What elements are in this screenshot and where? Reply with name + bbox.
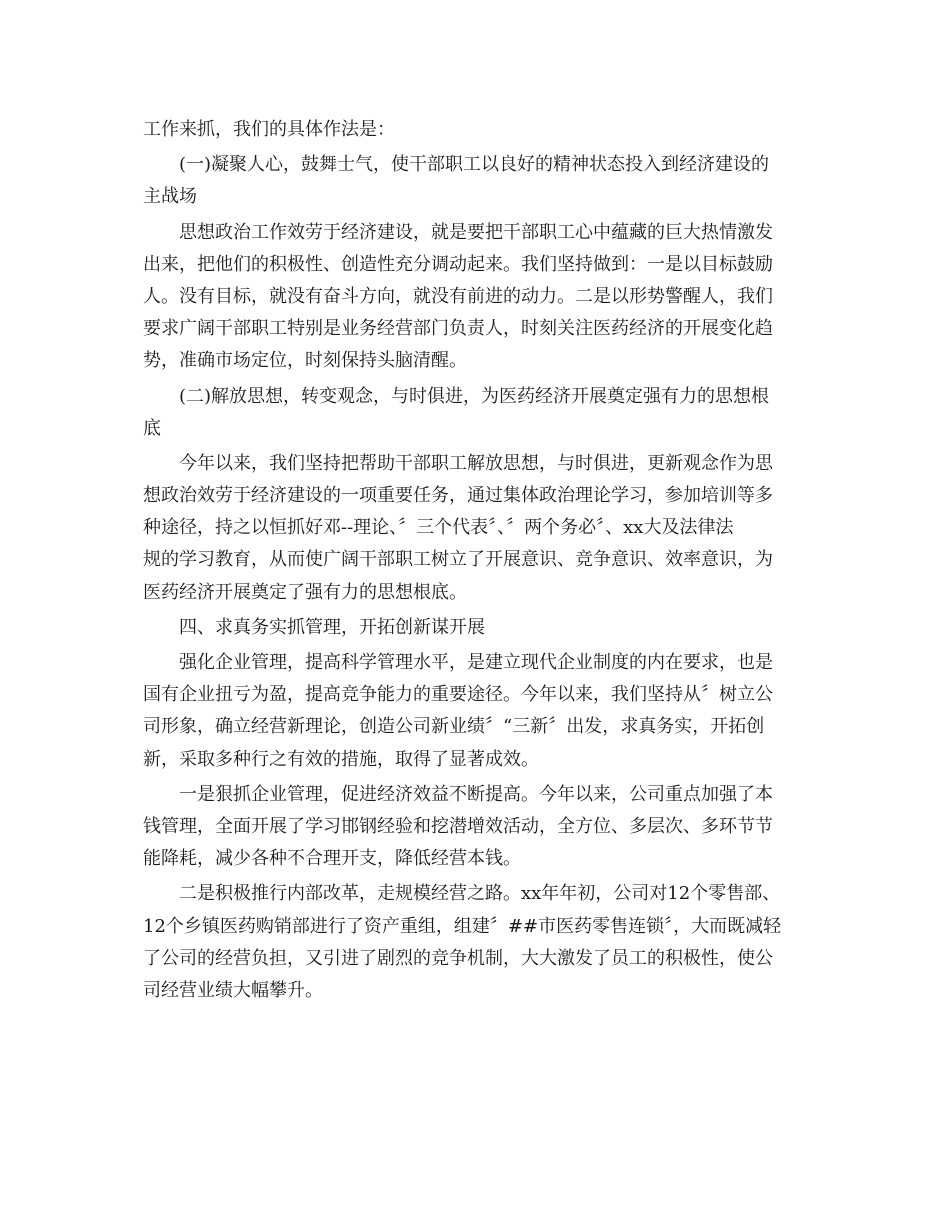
text-line: 司经营业绩大幅攀升。 (143, 979, 323, 1001)
text-line: 今年以来，我们坚持把帮助干部职工解放思想，与时俱进，更新观念作为思 (179, 452, 773, 474)
text-line: 12个乡镇医药购销部进行了资产重组，组建〞##市医药零售连锁〞，大而既减轻 (143, 915, 782, 937)
text-line: 要求广阔干部职工特别是业务经营部门负责人，时刻关注医药经济的开展变化趋 (143, 318, 773, 340)
text-line: (一)凝聚人心，鼓舞士气，使干部职工以良好的精神状态投入到经济建设的 (179, 154, 770, 176)
text-line: 底 (143, 417, 161, 439)
text-line: 规的学习教育，从而使广阔干部职工树立了开展意识、竞争意识、效率意识，为 (143, 549, 773, 571)
paragraph (143, 779, 803, 876)
text-line: 能降耗，减少各种不合理开支，降低经营本钱。 (143, 848, 521, 870)
text-line: 钱管理，全面开展了学习邯钢经验和挖潜增效活动，全方位、多层次、多环节节 (143, 815, 773, 837)
text-line: 人。没有目标，就没有奋斗方向，就没有前进的动力。二是以形势警醒人，我们 (143, 285, 773, 307)
paragraph (143, 114, 803, 146)
text-line: 思想政治工作效劳于经济建设，就是要把干部职工心中蕴藏的巨大热情激发 (179, 221, 773, 243)
text-line: 国有企业扭亏为盈，提高竞争能力的重要途径。今年以来，我们坚持从〞树立公 (143, 684, 773, 706)
text-line: 想政治效劳于经济建设的一项重要任务，通过集体政治理论学习，参加培训等多 (143, 485, 773, 507)
paragraph (143, 647, 803, 776)
text-line: (二)解放思想，转变观念，与时俱进，为医药经济开展奠定强有力的思想根 (179, 385, 770, 407)
text-line: 二是积极推行内部改革，走规模经营之路。xx年年初，公司对12个零售部、 (179, 883, 781, 905)
paragraph (143, 448, 803, 609)
paragraph (143, 217, 803, 378)
text-line: 新，采取多种行之有效的措施，取得了显著成效。 (143, 748, 539, 770)
text-line: 司形象，确立经营新理论，创造公司新业绩〞“三新〞出发，求真务实，开拓创 (143, 716, 765, 738)
paragraph (143, 878, 803, 1007)
paragraph (143, 149, 803, 213)
text-line: 主战场 (143, 186, 197, 208)
text-line: 工作来抓，我们的具体作法是： (143, 119, 395, 140)
text-line: 了公司的经营负担，又引进了剧烈的竞争机制，大大激发了员工的积极性，使公 (143, 947, 773, 969)
text-line: 种途径，持之以恒抓好邓--理论、〞三个代表〞、〞两个务必〞、xx大及法律法 (143, 517, 734, 539)
text-line: 强化企业管理，提高科学管理水平，是建立现代企业制度的内在要求，也是 (179, 652, 773, 673)
text-line: 四、求真务实抓管理，开拓创新谋开展 (179, 616, 485, 638)
text-line: 势，准确市场定位，时刻保持头脑清醒。 (143, 350, 467, 372)
paragraph (143, 612, 803, 644)
paragraph (143, 381, 803, 445)
document-body (143, 114, 803, 1010)
text-line: 医药经济开展奠定了强有力的思想根底。 (143, 581, 467, 603)
text-line: 出来，把他们的积极性、创造性充分调动起来。我们坚持做到：一是以目标鼓励 (143, 253, 773, 275)
text-line: 一是狠抓企业管理，促进经济效益不断提高。今年以来，公司重点加强了本 (179, 783, 773, 805)
